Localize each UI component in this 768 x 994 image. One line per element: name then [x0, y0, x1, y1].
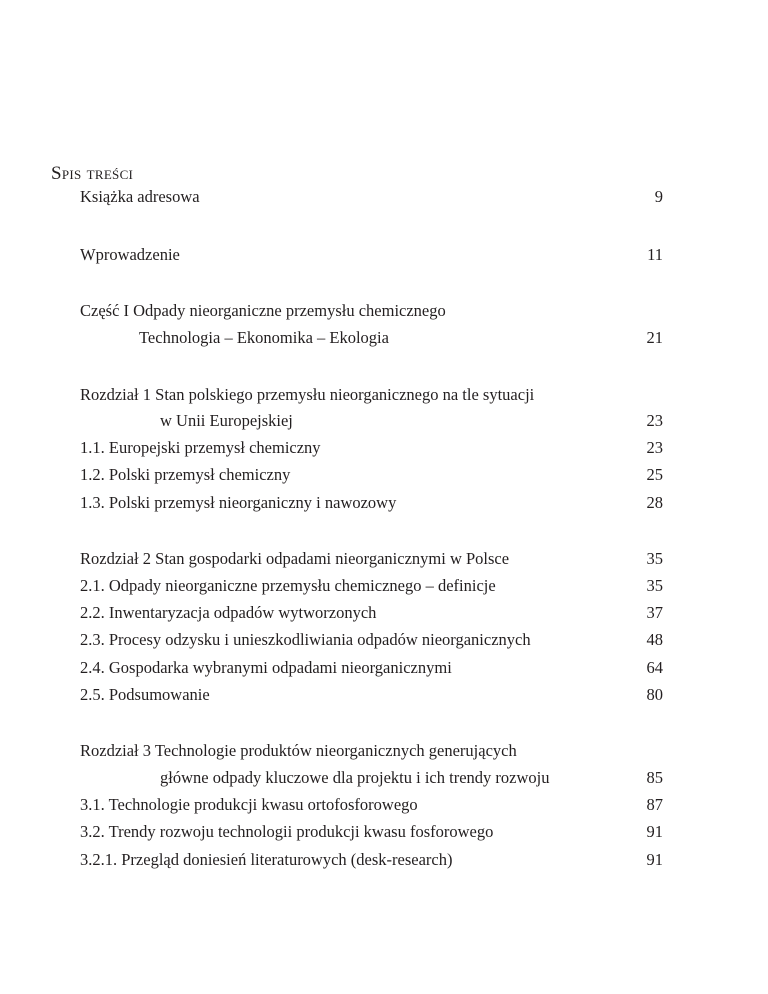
toc-entry-title: 1.2. Polski przemysł chemiczny — [80, 465, 291, 484]
toc-entry-title: 3.1. Technologie produkcji kwasu ortofosforowego — [80, 795, 418, 814]
toc-entry-title: 2.1. Odpady nieorganiczne przemysłu chemicznego – definicje — [80, 576, 496, 595]
toc-entry-page: 23 — [646, 411, 663, 430]
toc-entry-title: 3.2.1. Przegląd doniesień literaturowych (desk-research) — [80, 850, 453, 869]
toc-entry[interactable] — [80, 299, 663, 323]
toc-entry-page: 48 — [646, 630, 663, 649]
toc-entry-page: 9 — [654, 187, 663, 206]
toc-entry-title: Rozdział 1 Stan polskiego przemysłu nieorganicznego na tle sytuacji — [80, 385, 535, 404]
toc-entry-page: 11 — [647, 245, 663, 264]
toc-entry[interactable] — [80, 491, 663, 515]
toc-entry-page: 25 — [646, 465, 663, 484]
toc-entry-page: 21 — [646, 328, 663, 347]
toc-entry[interactable] — [80, 383, 663, 407]
toc-entry-page: 23 — [646, 438, 663, 457]
toc-entry[interactable] — [80, 683, 663, 707]
toc-entry-page: 35 — [646, 576, 663, 595]
toc-entry-page: 91 — [646, 850, 663, 869]
toc-entry[interactable] — [80, 463, 663, 487]
toc-entry[interactable] — [80, 848, 663, 872]
toc-entry[interactable] — [80, 766, 663, 790]
toc-entry[interactable] — [80, 820, 663, 844]
toc-entry[interactable] — [80, 793, 663, 817]
toc-entry-title: Rozdział 3 Technologie produktów nieorganicznych generujących — [80, 741, 517, 760]
toc-entry[interactable] — [80, 601, 663, 625]
toc-heading: Spis treści — [51, 163, 134, 184]
toc-entry-title: Wprowadzenie — [80, 245, 180, 264]
toc-entry-title: 2.2. Inwentaryzacja odpadów wytworzonych — [80, 603, 377, 622]
toc-entry-title: 1.3. Polski przemysł nieorganiczny i nawozowy — [80, 493, 397, 512]
toc-entry[interactable] — [80, 326, 663, 350]
toc-entry[interactable] — [80, 243, 663, 267]
toc-entry-page: 64 — [646, 658, 663, 677]
toc-entry-page: 80 — [646, 685, 663, 704]
toc-entry-title: 2.5. Podsumowanie — [80, 685, 210, 704]
toc-entry[interactable] — [80, 574, 663, 598]
toc-entry-title: Rozdział 2 Stan gospodarki odpadami nieorganicznymi w Polsce — [80, 549, 510, 568]
toc-entry[interactable] — [80, 739, 663, 763]
toc-entry[interactable] — [80, 436, 663, 460]
toc-entry-title: Część I Odpady nieorganiczne przemysłu chemicznego — [80, 301, 446, 320]
toc-entry[interactable] — [80, 547, 663, 571]
toc-entry-page: 37 — [646, 603, 663, 622]
toc-entry-title: Książka adresowa — [80, 187, 200, 206]
toc-entry-title: w Unii Europejskiej — [160, 411, 293, 430]
toc-entry[interactable] — [80, 628, 663, 652]
toc-entry-page: 28 — [646, 493, 663, 512]
toc-entry-title: Technologia – Ekonomika – Ekologia — [139, 328, 389, 347]
toc-entry-page: 87 — [646, 795, 663, 814]
toc-entry-title: główne odpady kluczowe dla projektu i ich trendy rozwoju — [160, 768, 550, 787]
toc-entry-title: 3.2. Trendy rozwoju technologii produkcji kwasu fosforowego — [80, 822, 494, 841]
toc-entry[interactable] — [80, 409, 663, 433]
toc-entry[interactable] — [80, 656, 663, 680]
toc-entry-title: 2.3. Procesy odzysku i unieszkodliwiania odpadów nieorganicznych — [80, 630, 531, 649]
toc-entry[interactable] — [80, 185, 663, 209]
toc-entry-page: 35 — [646, 549, 663, 568]
toc-entry-title: 2.4. Gospodarka wybranymi odpadami nieorganicznymi — [80, 658, 452, 677]
toc-entry-page: 85 — [646, 768, 663, 787]
toc-entry-title: 1.1. Europejski przemysł chemiczny — [80, 438, 321, 457]
toc-entry-page: 91 — [646, 822, 663, 841]
